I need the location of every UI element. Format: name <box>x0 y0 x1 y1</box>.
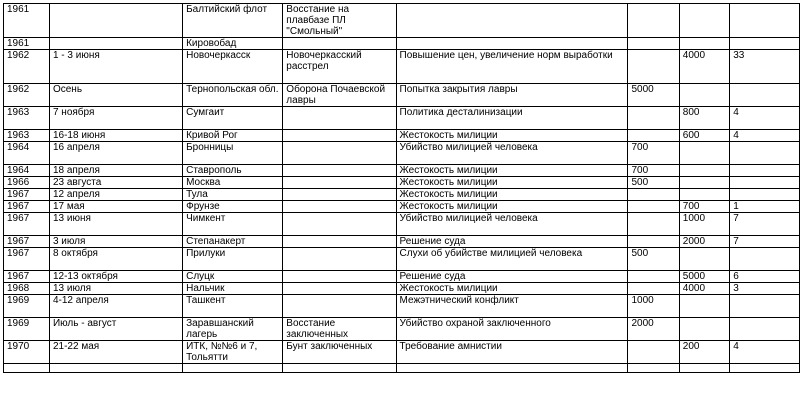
place-cell: Балтийский флот <box>183 4 283 38</box>
count-cell: 5000 <box>628 84 679 107</box>
cause-cell: Требование амнистии <box>396 341 628 364</box>
date-cell: Июль - август <box>49 318 182 341</box>
killed-cell <box>730 189 800 201</box>
count-cell: 1000 <box>628 295 679 318</box>
cause-cell <box>396 4 628 38</box>
event-cell: Бунт заключенных <box>283 341 396 364</box>
participants-cell <box>679 38 729 50</box>
participants-cell <box>679 4 729 38</box>
table-row <box>4 201 800 213</box>
count-cell <box>628 107 679 130</box>
year-cell: 1963 <box>4 107 50 130</box>
participants-cell <box>679 295 729 318</box>
event-cell <box>283 201 396 213</box>
event-cell <box>283 189 396 201</box>
participants-cell <box>679 177 729 189</box>
place-cell: Заравшанский лагерь <box>183 318 283 341</box>
participants-cell: 2000 <box>679 236 729 248</box>
killed-cell: 4 <box>730 130 800 142</box>
event-cell <box>283 213 396 236</box>
count-cell: 2000 <box>628 318 679 341</box>
cause-cell: Жестокость милиции <box>396 177 628 189</box>
participants-cell: 600 <box>679 130 729 142</box>
table-row <box>4 318 800 341</box>
year-cell: 1961 <box>4 38 50 50</box>
place-cell: Степанакерт <box>183 236 283 248</box>
killed-cell <box>730 248 800 271</box>
killed-cell: 4 <box>730 341 800 364</box>
event-cell <box>283 271 396 283</box>
table-row <box>4 84 800 107</box>
participants-cell: 5000 <box>679 271 729 283</box>
count-cell <box>628 189 679 201</box>
year-cell: 1967 <box>4 236 50 248</box>
year-cell: 1969 <box>4 295 50 318</box>
cause-cell: Повышение цен, увеличение норм выработки <box>396 50 628 84</box>
empty-cell <box>396 364 628 373</box>
table-row <box>4 38 800 50</box>
year-cell: 1963 <box>4 130 50 142</box>
participants-cell <box>679 248 729 271</box>
place-cell: Новочеркасск <box>183 50 283 84</box>
count-cell: 700 <box>628 142 679 165</box>
year-cell: 1969 <box>4 318 50 341</box>
year-cell: 1967 <box>4 189 50 201</box>
place-cell: Кировобад <box>183 38 283 50</box>
table-row <box>4 341 800 364</box>
place-cell: Ставрополь <box>183 165 283 177</box>
date-cell: 7 ноября <box>49 107 182 130</box>
participants-cell: 4000 <box>679 50 729 84</box>
place-cell: Тула <box>183 189 283 201</box>
count-cell <box>628 4 679 38</box>
killed-cell <box>730 318 800 341</box>
table-row <box>4 248 800 271</box>
count-cell: 500 <box>628 248 679 271</box>
empty-cell <box>183 364 283 373</box>
table-row <box>4 142 800 165</box>
event-cell: Восстание на плавбазе ПЛ "Смольный" <box>283 4 396 38</box>
year-cell: 1966 <box>4 177 50 189</box>
count-cell <box>628 283 679 295</box>
killed-cell <box>730 38 800 50</box>
participants-cell: 200 <box>679 341 729 364</box>
date-cell: 3 июля <box>49 236 182 248</box>
participants-cell <box>679 318 729 341</box>
date-cell: 1 - 3 июня <box>49 50 182 84</box>
participants-cell: 800 <box>679 107 729 130</box>
date-cell: 23 августа <box>49 177 182 189</box>
year-cell: 1964 <box>4 142 50 165</box>
participants-cell <box>679 165 729 177</box>
table-row <box>4 165 800 177</box>
event-cell <box>283 107 396 130</box>
cause-cell: Убийство милицией человека <box>396 213 628 236</box>
place-cell: Бронницы <box>183 142 283 165</box>
count-cell <box>628 201 679 213</box>
participants-cell: 700 <box>679 201 729 213</box>
year-cell: 1961 <box>4 4 50 38</box>
date-cell: 12 апреля <box>49 189 182 201</box>
place-cell: Москва <box>183 177 283 189</box>
count-cell: 500 <box>628 177 679 189</box>
place-cell: Кривой Рог <box>183 130 283 142</box>
year-cell: 1970 <box>4 341 50 364</box>
date-cell: 16-18 июня <box>49 130 182 142</box>
empty-cell <box>4 364 50 373</box>
participants-cell: 1000 <box>679 213 729 236</box>
date-cell: 13 июня <box>49 213 182 236</box>
year-cell: 1967 <box>4 248 50 271</box>
table-row <box>4 177 800 189</box>
event-cell: Восстание заключенных <box>283 318 396 341</box>
killed-cell: 6 <box>730 271 800 283</box>
cause-cell: Жестокость милиции <box>396 283 628 295</box>
table-row <box>4 4 800 38</box>
date-cell: 16 апреля <box>49 142 182 165</box>
date-cell: 4-12 апреля <box>49 295 182 318</box>
date-cell <box>49 4 182 38</box>
cause-cell <box>396 38 628 50</box>
year-cell: 1962 <box>4 84 50 107</box>
killed-cell <box>730 177 800 189</box>
event-cell <box>283 248 396 271</box>
killed-cell: 3 <box>730 283 800 295</box>
event-cell <box>283 236 396 248</box>
date-cell: 17 мая <box>49 201 182 213</box>
count-cell <box>628 130 679 142</box>
killed-cell <box>730 4 800 38</box>
killed-cell: 7 <box>730 213 800 236</box>
count-cell <box>628 341 679 364</box>
cause-cell: Жестокость милиции <box>396 189 628 201</box>
participants-cell <box>679 142 729 165</box>
cause-cell: Решение суда <box>396 236 628 248</box>
table-row <box>4 364 800 373</box>
participants-cell <box>679 189 729 201</box>
date-cell: 18 апреля <box>49 165 182 177</box>
participants-cell: 4000 <box>679 283 729 295</box>
place-cell: Ташкент <box>183 295 283 318</box>
year-cell: 1962 <box>4 50 50 84</box>
cause-cell: Жестокость милиции <box>396 201 628 213</box>
killed-cell: 7 <box>730 236 800 248</box>
cause-cell: Жестокость милиции <box>396 165 628 177</box>
cause-cell: Межэтнический конфликт <box>396 295 628 318</box>
place-cell: ИТК, №№6 и 7, Тольятти <box>183 341 283 364</box>
cause-cell: Политика десталинизации <box>396 107 628 130</box>
year-cell: 1968 <box>4 283 50 295</box>
empty-cell <box>628 364 679 373</box>
killed-cell: 4 <box>730 107 800 130</box>
count-cell <box>628 236 679 248</box>
cause-cell: Попытка закрытия лавры <box>396 84 628 107</box>
event-cell <box>283 177 396 189</box>
killed-cell: 1 <box>730 201 800 213</box>
killed-cell <box>730 295 800 318</box>
date-cell: 12-13 октября <box>49 271 182 283</box>
place-cell: Сумгаит <box>183 107 283 130</box>
count-cell <box>628 50 679 84</box>
table-body <box>4 4 800 373</box>
date-cell: 13 июля <box>49 283 182 295</box>
cause-cell: Убийство охраной заключенного <box>396 318 628 341</box>
event-cell <box>283 142 396 165</box>
event-cell <box>283 38 396 50</box>
place-cell: Нальчик <box>183 283 283 295</box>
table-row <box>4 271 800 283</box>
event-cell <box>283 165 396 177</box>
table-row <box>4 107 800 130</box>
empty-cell <box>679 364 729 373</box>
date-cell: Осень <box>49 84 182 107</box>
table-row <box>4 236 800 248</box>
event-cell: Новочеркасский расстрел <box>283 50 396 84</box>
year-cell: 1967 <box>4 213 50 236</box>
cause-cell: Убийство милицией человека <box>396 142 628 165</box>
year-cell: 1967 <box>4 271 50 283</box>
year-cell: 1967 <box>4 201 50 213</box>
empty-cell <box>49 364 182 373</box>
count-cell <box>628 271 679 283</box>
date-cell <box>49 38 182 50</box>
cause-cell: Решение суда <box>396 271 628 283</box>
table-row <box>4 295 800 318</box>
event-cell <box>283 283 396 295</box>
table-row <box>4 130 800 142</box>
table-row <box>4 50 800 84</box>
event-cell: Оборона Почаевской лавры <box>283 84 396 107</box>
cause-cell: Жестокость милиции <box>396 130 628 142</box>
table-row <box>4 213 800 236</box>
place-cell: Слуцк <box>183 271 283 283</box>
place-cell: Тернопольская обл. <box>183 84 283 107</box>
event-cell <box>283 295 396 318</box>
table-row <box>4 283 800 295</box>
killed-cell <box>730 84 800 107</box>
count-cell <box>628 213 679 236</box>
date-cell: 21-22 мая <box>49 341 182 364</box>
killed-cell: 33 <box>730 50 800 84</box>
participants-cell <box>679 84 729 107</box>
place-cell: Чимкент <box>183 213 283 236</box>
killed-cell <box>730 165 800 177</box>
events-table <box>3 3 800 373</box>
table-row <box>4 189 800 201</box>
place-cell: Фрунзе <box>183 201 283 213</box>
count-cell: 700 <box>628 165 679 177</box>
empty-cell <box>730 364 800 373</box>
event-cell <box>283 130 396 142</box>
date-cell: 8 октября <box>49 248 182 271</box>
place-cell: Прилуки <box>183 248 283 271</box>
killed-cell <box>730 142 800 165</box>
count-cell <box>628 38 679 50</box>
year-cell: 1964 <box>4 165 50 177</box>
cause-cell: Слухи об убийстве милицией человека <box>396 248 628 271</box>
empty-cell <box>283 364 396 373</box>
